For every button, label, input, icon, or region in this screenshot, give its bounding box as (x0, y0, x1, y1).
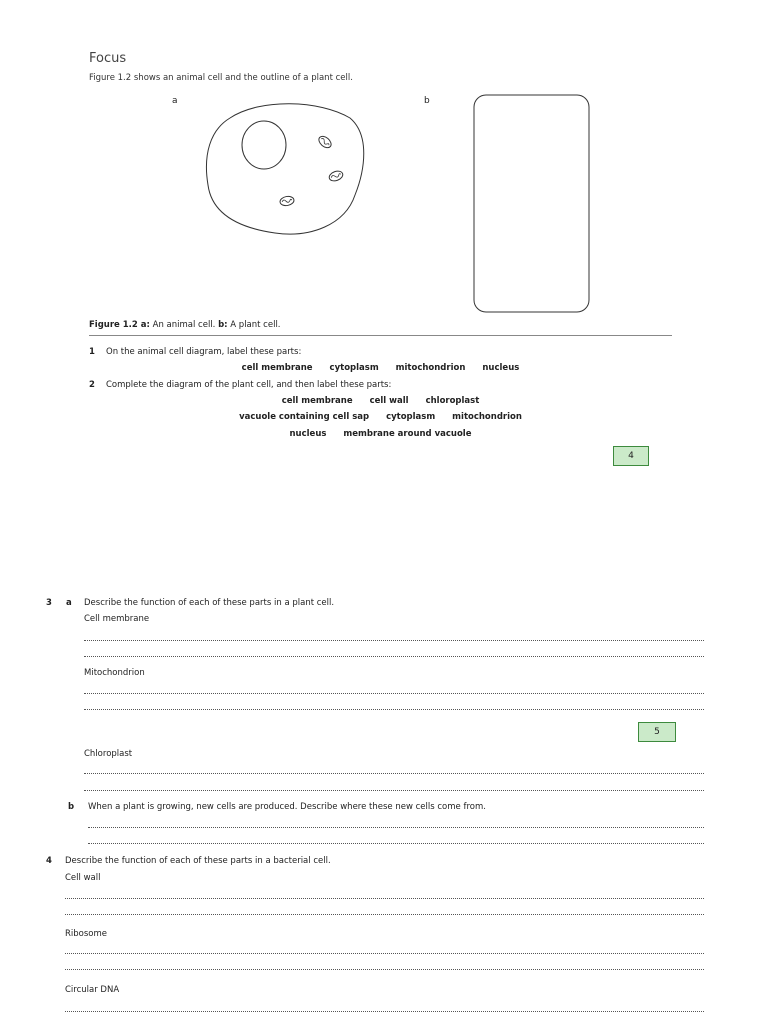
mitochondrion-1 (317, 134, 334, 150)
q3-label-chloroplast: Chloroplast (84, 749, 133, 759)
q3-number: 3 (46, 598, 52, 608)
q1-term: nucleus (482, 363, 520, 373)
caption-text-a: An animal cell. (149, 320, 219, 330)
q1-term: cell membrane (241, 363, 313, 373)
answer-line[interactable] (65, 953, 704, 954)
plant-cell-outline (472, 94, 592, 314)
q2-term: nucleus (289, 429, 327, 439)
q2-terms-row-3 (89, 429, 672, 439)
section-heading: Focus (89, 51, 127, 66)
answer-line[interactable] (88, 827, 704, 828)
animal-cell-nucleus (242, 121, 286, 169)
q4-number: 4 (46, 856, 52, 866)
q4-label-cell-wall: Cell wall (65, 873, 101, 883)
q3a-text: Describe the function of each of these parts in a plant cell. (84, 598, 335, 608)
caption-text-b: A plant cell. (227, 320, 281, 330)
divider (89, 335, 672, 336)
figure-intro-text: Figure 1.2 shows an animal cell and the outline of a plant cell. (89, 73, 353, 83)
answer-line[interactable] (65, 1011, 704, 1012)
q2-terms-row-2 (89, 412, 672, 422)
answer-line[interactable] (65, 898, 704, 899)
animal-cell-membrane (206, 104, 363, 234)
caption-bold-a: Figure 1.2 a: (89, 320, 150, 330)
q2-term: mitochondrion (452, 412, 522, 422)
q4-text: Describe the function of each of these parts in a bacterial cell. (65, 856, 331, 866)
answer-line[interactable] (84, 709, 704, 710)
q3-part-b-letter: b (68, 802, 75, 812)
q2-number: 2 (89, 380, 95, 390)
answer-line[interactable] (65, 914, 704, 915)
q3b-text: When a plant is growing, new cells are produced. Describe where these new cells come from. (88, 802, 486, 812)
q3-part-a-letter: a (66, 598, 72, 608)
q2-terms-row-1 (89, 396, 672, 406)
q2-term: membrane around vacuole (343, 429, 472, 439)
q4-label-circular-dna: Circular DNA (65, 985, 120, 995)
q3-label-mitochondrion: Mitochondrion (84, 668, 145, 678)
q3-label-cell-membrane: Cell membrane (84, 614, 150, 624)
answer-line[interactable] (84, 656, 704, 657)
caption-bold-b: b: (218, 320, 228, 330)
q1-term: mitochondrion (395, 363, 466, 373)
figure-label-b: b (424, 96, 430, 106)
q1-terms (89, 363, 672, 373)
answer-line[interactable] (84, 693, 704, 694)
q4-label-ribosome: Ribosome (65, 929, 108, 939)
answer-line[interactable] (65, 969, 704, 970)
q2-term: cytoplasm (386, 412, 436, 422)
animal-cell-diagram (200, 100, 370, 240)
mitochondrion-3 (279, 195, 294, 206)
answer-line[interactable] (84, 640, 704, 641)
q1-number: 1 (89, 347, 95, 357)
figure-label-a: a (172, 96, 178, 106)
mark-box-q3: 5 (638, 722, 676, 742)
q2-term: chloroplast (425, 396, 480, 406)
q2-term: cell wall (369, 396, 409, 406)
q2-term: vacuole containing cell sap (239, 412, 370, 422)
answer-line[interactable] (88, 843, 704, 844)
answer-line[interactable] (84, 773, 704, 774)
q2-term: cell membrane (281, 396, 353, 406)
mitochondrion-2 (328, 169, 344, 182)
mark-box-q1-q2: 4 (613, 446, 649, 466)
answer-line[interactable] (84, 790, 704, 791)
figure-caption (89, 320, 281, 330)
q1-term: cytoplasm (329, 363, 379, 373)
q1-text: On the animal cell diagram, label these parts: (106, 347, 302, 357)
q2-text: Complete the diagram of the plant cell, and then label these parts: (106, 380, 392, 390)
